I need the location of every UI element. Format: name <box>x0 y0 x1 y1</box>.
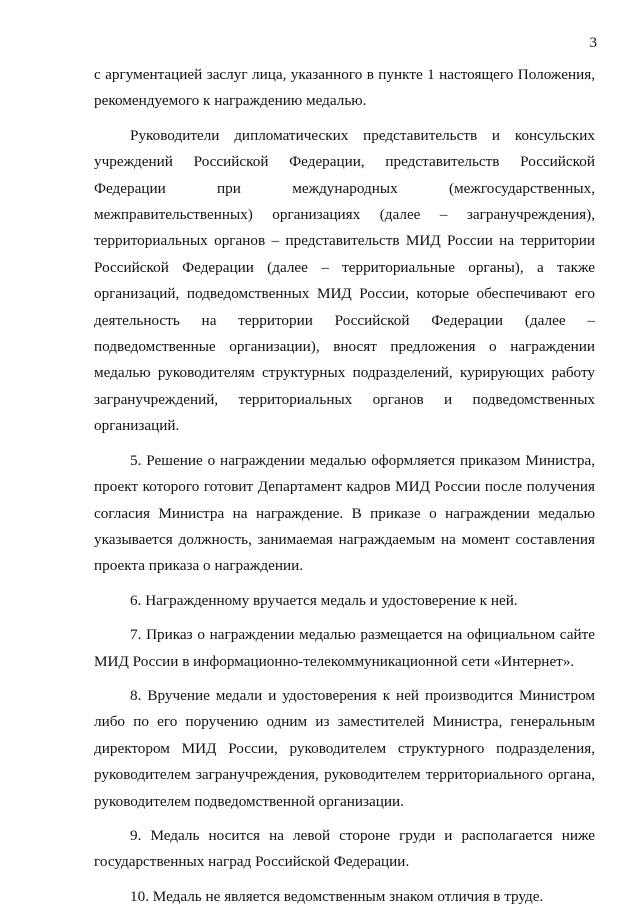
paragraph-item-9: 9. Медаль носится на левой стороне груди и располагается ниже государственных наград Российской Федерации. <box>94 826 595 871</box>
document-body <box>94 62 595 918</box>
paragraph-continuation: с аргументацией заслуг лица, указанного в пункте 1 настоящего Положения, рекомендуемого к награждению медалью. <box>94 66 595 110</box>
page-number: 3 <box>589 35 597 51</box>
paragraph-item-8: 8. Вручение медали и удостоверения к ней производится Министром либо по его поручению одним из заместителей Министра, генеральным директором МИД России, руководителем структурного подразделения, руководителем загранучреждения, руководителем территориального органа, руководителем подведомственной организации. <box>94 686 595 810</box>
paragraph-item-6: 6. Награжденному вручается медаль и удостоверение к ней. <box>130 591 518 609</box>
paragraph-heads-of-missions: Руководители дипломатических представительств и консульских учреждений Российской Федерации, представительств Российской Федерации при международных (межгосударственных, межправительственных) организациях (далее – загранучреждения), территориальных органов – представительств МИД России на территории Российской Федерации (далее – территориальные органы), а также организаций, подведомственных МИД России, которые обеспечивают его деятельность на территории Российской Федерации (далее – подведомственные организации), вносят предложения о награждении медалью руководителям структурных подразделений, курирующих работу загранучреждений, территориальных органов и подведомственных организаций. <box>94 126 595 435</box>
paragraph-item-10: 10. Медаль не является ведомственным знаком отличия в труде. <box>130 887 544 905</box>
paragraph-item-7: 7. Приказ о награждении медалью размещается на официальном сайте МИД России в информационно-телекоммуникационной сети «Интернет». <box>94 626 595 670</box>
paragraph-item-5: 5. Решение о награждении медалью оформляется приказом Министра, проект которого готовит Департамент кадров МИД России после получения согласия Министра на награждение. В приказе о награждении медалью указывается должность, занимаемая награждаемым на момент составления проекта приказа о награждении. <box>94 451 595 575</box>
